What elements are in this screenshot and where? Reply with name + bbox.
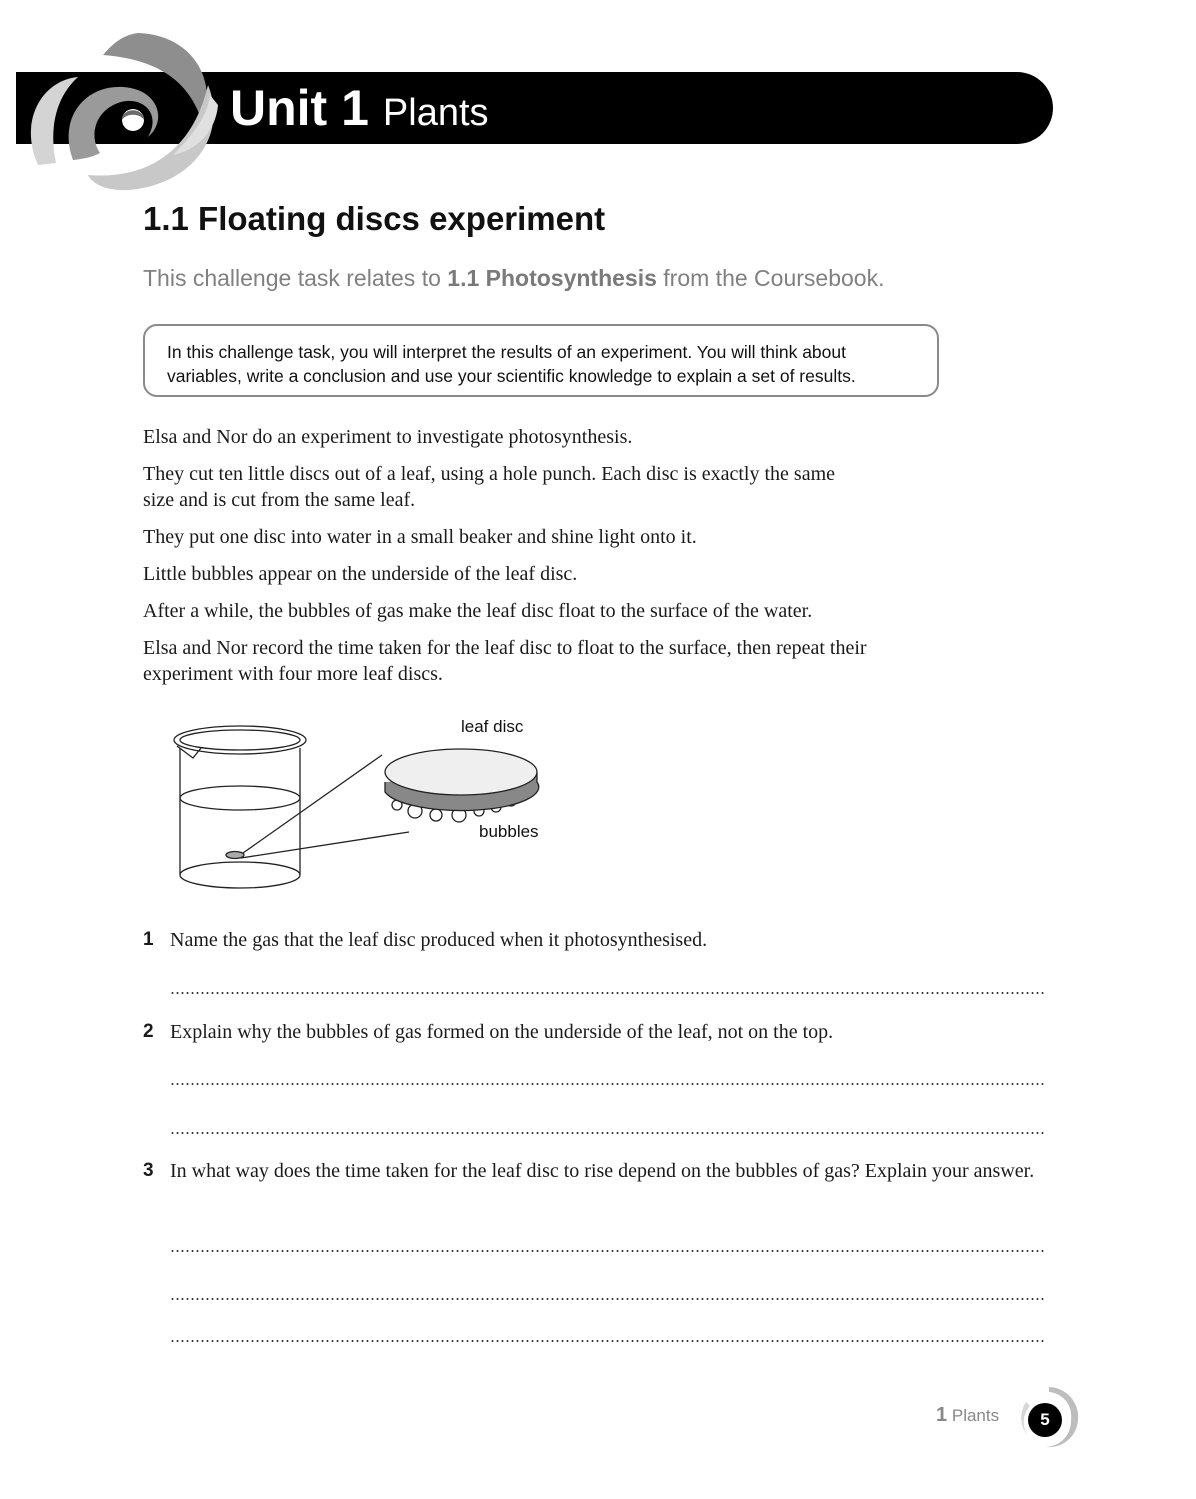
answer-line[interactable] <box>170 1083 1046 1085</box>
question-text: Name the gas that the leaf disc produced when it photosynthesised. <box>170 929 708 951</box>
section-heading: 1.1 Floating discs experiment <box>143 200 606 237</box>
question-number: 3 <box>143 1160 154 1181</box>
question-text: In what way does the time taken for the leaf disc to rise depend on the bubbles of gas? Explain your answer. <box>170 1160 1035 1182</box>
intro-suffix: from the Coursebook. <box>656 265 885 291</box>
footer-unit-number: 1 <box>936 1404 948 1426</box>
question-text: Explain why the bubbles of gas formed on the underside of the leaf, not on the top. <box>170 1021 834 1043</box>
unit-title <box>230 78 489 138</box>
answer-line[interactable] <box>170 992 1046 994</box>
paragraph: Elsa and Nor record the time taken for the leaf disc to float to the surface, then repeat their experiment with four more leaf discs. <box>143 637 867 685</box>
challenge-box <box>143 324 939 397</box>
challenge-line-1: In this challenge task, you will interpret the results of an experiment. You will think about <box>167 342 846 362</box>
swirl-logo-icon <box>18 25 228 193</box>
paragraph: Elsa and Nor do an experiment to investigate photosynthesis. <box>143 426 633 448</box>
answer-line[interactable] <box>170 1250 1046 1252</box>
paragraph: They cut ten little discs out of a leaf, using a hole punch. Each disc is exactly the same size and is cut from the same leaf. <box>143 463 836 511</box>
challenge-line-2: variables, write a conclusion and use your scientific knowledge to explain a set of results. <box>167 366 856 386</box>
unit-name: Plants <box>382 92 489 134</box>
question-number: 2 <box>143 1021 154 1042</box>
intro-coursebook-reference: 1.1 Photosynthesis <box>447 265 657 291</box>
answer-line[interactable] <box>170 1132 1046 1134</box>
footer-unit <box>936 1404 999 1427</box>
leaf-disc-label: leaf disc <box>461 717 524 736</box>
bubbles-label: bubbles <box>479 822 539 841</box>
answer-line[interactable] <box>170 1298 1046 1300</box>
paragraph: They put one disc into water in a small beaker and shine light onto it. <box>143 526 697 548</box>
unit-number: Unit 1 <box>230 80 369 136</box>
paragraph: Little bubbles appear on the underside of the leaf disc. <box>143 563 578 585</box>
intro-text <box>143 265 884 292</box>
intro-prefix: This challenge task relates to <box>143 265 448 291</box>
paragraph: After a while, the bubbles of gas make the leaf disc float to the surface of the water. <box>143 600 813 622</box>
question-number: 1 <box>143 929 154 950</box>
footer-unit-name: Plants <box>951 1406 1000 1425</box>
beaker-figure <box>165 710 565 900</box>
answer-line[interactable] <box>170 1340 1046 1342</box>
beaker-diagram <box>165 710 565 900</box>
page-number: 5 <box>1028 1403 1062 1437</box>
